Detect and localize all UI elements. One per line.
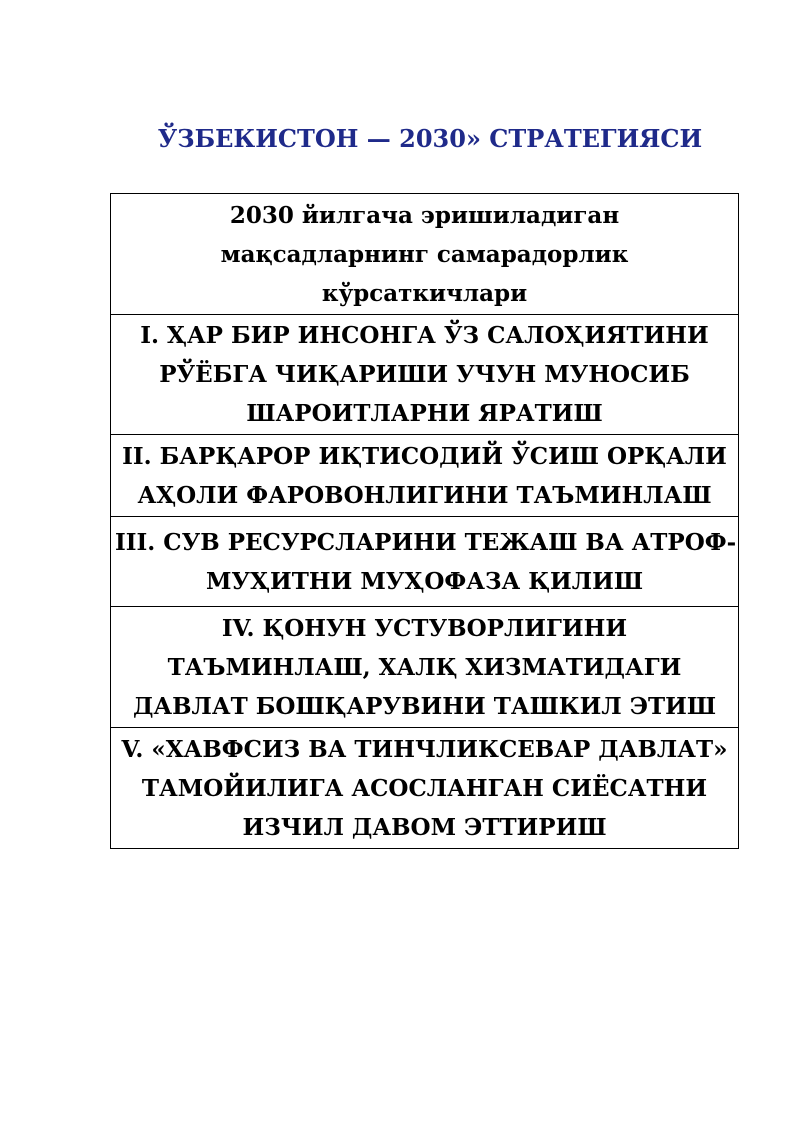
- goal-line: I. ҲАР БИР ИНСОНГА ЎЗ САЛОҲИЯТИНИ: [140, 322, 709, 349]
- header-line: 2030 йилгача эришиладиган: [229, 201, 620, 229]
- goal-line: АҲОЛИ ФАРОВОНЛИГИНИ ТАЪМИНЛАШ: [137, 481, 712, 509]
- goal-cell-5: [111, 728, 739, 849]
- goal-line: III. СУВ РЕСУРСЛАРИНИ ТЕЖАШ ВА АТРОФ-: [115, 528, 737, 556]
- goal-line: IV. ҚОНУН УСТУВОРЛИГИНИ: [221, 614, 628, 642]
- table-row: [111, 435, 739, 517]
- goal-cell-4: [111, 607, 739, 728]
- goal-line: II. БАРҚАРОР ИҚТИСОДИЙ ЎСИШ ОРҚАЛИ: [122, 442, 727, 470]
- table-row: [111, 315, 739, 435]
- goal-line: V. «ХАВФСИЗ ВА ТИНЧЛИКСЕВАР ДАВЛАТ»: [121, 735, 728, 763]
- table-header-cell: [111, 194, 739, 315]
- table-row: [111, 607, 739, 728]
- table-row: [111, 728, 739, 849]
- table-row: [111, 517, 739, 607]
- header-line: мақсадларнинг самарадорлик: [220, 240, 629, 268]
- goal-line: ДАВЛАТ БОШҚАРУВИНИ ТАШКИЛ ЭТИШ: [132, 692, 717, 720]
- goal-cell-2: [111, 435, 739, 517]
- goal-line: МУҲИТНИ МУҲОФАЗА ҚИЛИШ: [205, 567, 644, 595]
- goal-line: ИЗЧИЛ ДАВОМ ЭТТИРИШ: [242, 813, 607, 841]
- goal-line: РЎЁБГА ЧИҚАРИШИ УЧУН МУНОСИБ: [159, 361, 690, 388]
- goals-table: [110, 193, 739, 849]
- goal-line: ТАМОЙИЛИГА АСОСЛАНГАН СИЁСАТНИ: [141, 774, 708, 802]
- header-line: кўрсаткичлари: [321, 279, 528, 307]
- goal-cell-1: [111, 315, 739, 435]
- goal-line: ШАРОИТЛАРНИ ЯРАТИШ: [246, 400, 603, 427]
- table-header-row: [111, 194, 739, 315]
- goal-line: ТАЪМИНЛАШ, ХАЛҚ ХИЗМАТИДАГИ: [167, 653, 682, 681]
- document-title: ЎЗБЕКИСТОН — 2030» СТРАТЕГИЯСИ: [157, 124, 703, 153]
- goal-cell-3: [111, 517, 739, 607]
